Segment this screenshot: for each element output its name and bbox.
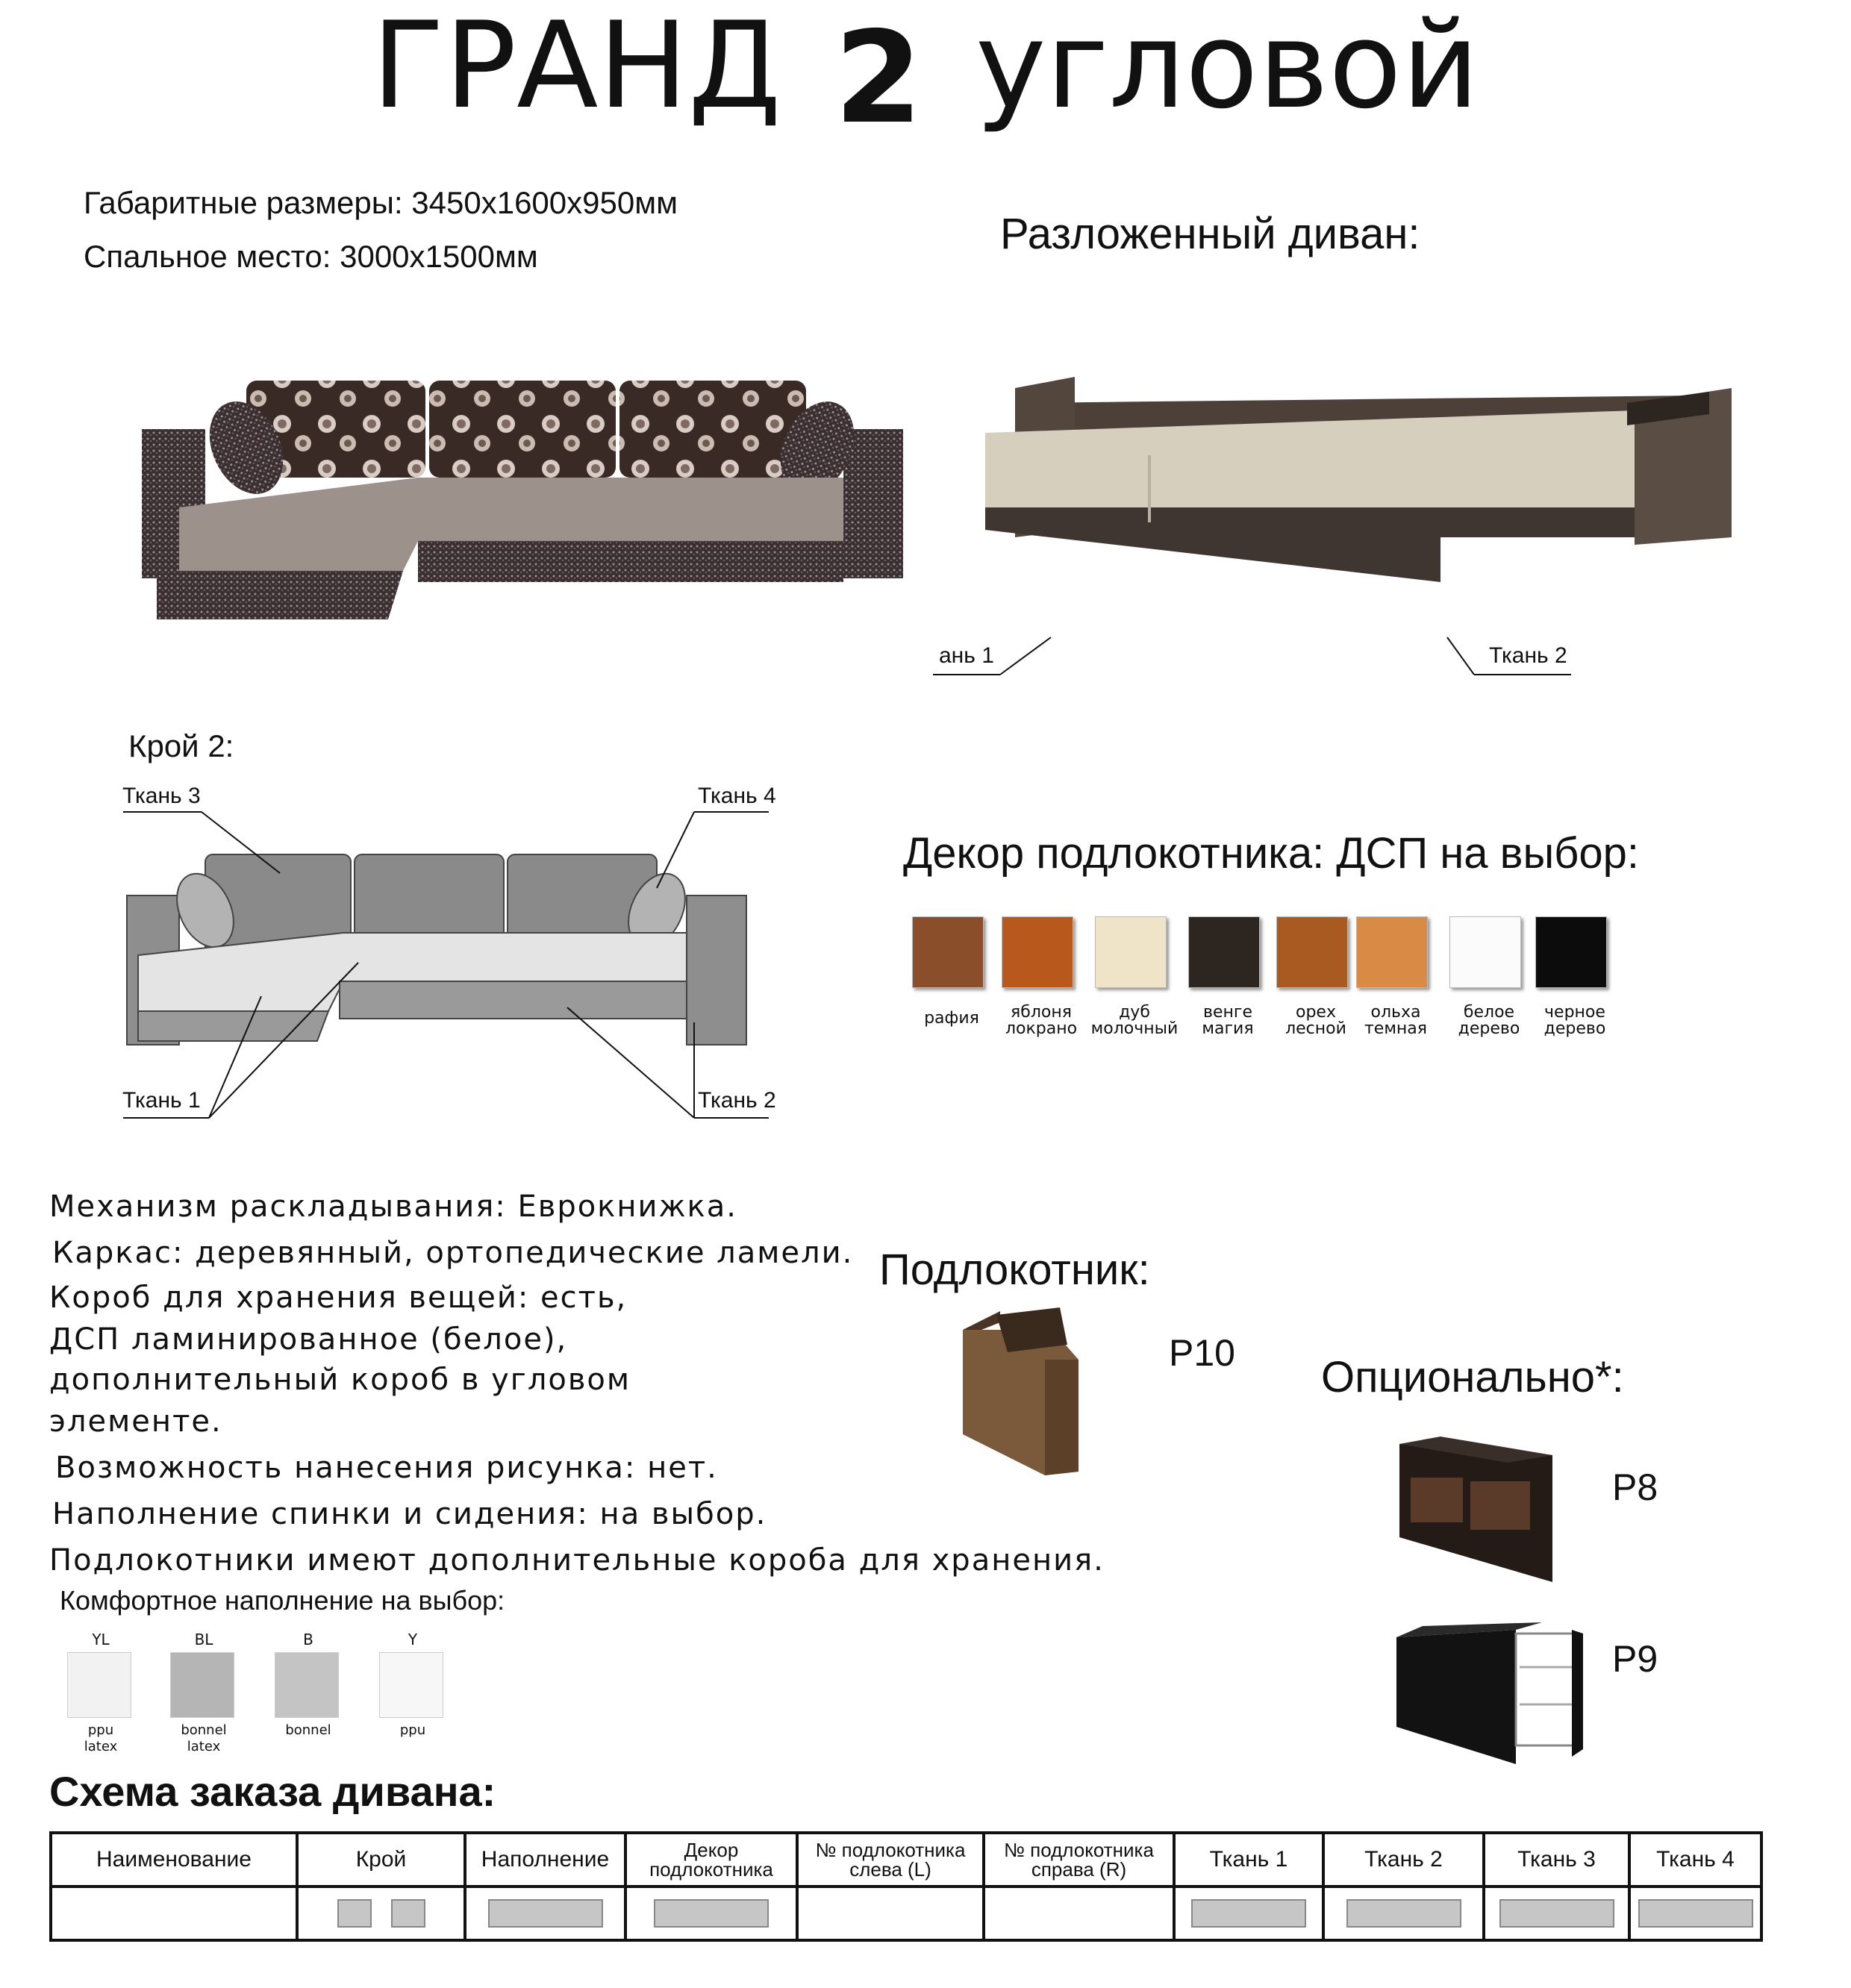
- col-decor-l2: подлокотника: [649, 1858, 773, 1881]
- spec-storage-2: ДСП ламинированное (белое),: [49, 1322, 568, 1357]
- comfort-label-line2: latex: [187, 1739, 221, 1754]
- col-armrest-right: [984, 1833, 1174, 1887]
- decor-heading: Декор подлокотника: ДСП на выбор:: [903, 829, 1640, 878]
- spec-print: Возможность нанесения рисунка: нет.: [55, 1451, 718, 1485]
- spec-storage-1: Короб для хранения вещей: есть,: [49, 1281, 628, 1315]
- order-heading: Схема заказа дивана:: [49, 1768, 496, 1815]
- dimensions-label: Габаритные размеры:: [84, 185, 403, 220]
- armrest-p10-image: [955, 1307, 1105, 1479]
- col-right-l1: № подлокотника: [1004, 1839, 1154, 1861]
- comfort-swatch: [67, 1652, 131, 1718]
- comfort-label-line1: ppu: [399, 1722, 426, 1738]
- decor-label-line2: темная: [1364, 1019, 1428, 1038]
- decor-option[interactable]: [1440, 916, 1538, 1037]
- fabric4-input[interactable]: [1638, 1899, 1753, 1928]
- comfort-label-line1: bonnel: [285, 1722, 331, 1738]
- optional-heading: Опционально*:: [1321, 1353, 1624, 1401]
- decor-label: [1526, 1004, 1623, 1037]
- decor-option[interactable]: [903, 916, 1000, 1027]
- armrest-code: P10: [1169, 1332, 1235, 1374]
- optional-p8-image: [1396, 1433, 1560, 1590]
- comfort-options: [67, 1631, 485, 1758]
- title-part2: угловой: [975, 0, 1479, 135]
- unfolded-fabric-left-leader: [933, 634, 1060, 679]
- decor-swatch: [1449, 916, 1521, 988]
- title-number: 2: [834, 4, 923, 152]
- cut-fabric3-label: Ткань 3: [122, 784, 201, 808]
- col-right-l2: справа (R): [1031, 1858, 1127, 1881]
- optional-p8-label: P8: [1612, 1466, 1658, 1508]
- comfort-option[interactable]: [379, 1631, 446, 1739]
- dimensions-line: [84, 185, 678, 221]
- decor-label: [993, 1004, 1090, 1037]
- comfort-option[interactable]: [67, 1631, 134, 1755]
- spec-storage-4: элементе.: [49, 1404, 222, 1439]
- comfort-label-line1: bonnel: [181, 1722, 227, 1738]
- unfolded-fabric-right: Ткань 2: [1489, 643, 1567, 668]
- decor-swatches: [903, 916, 1649, 1066]
- decor-label: [903, 1010, 1000, 1027]
- dimensions-value: 3450x1600x950мм: [411, 185, 678, 220]
- cut-fabric2-label: Ткань 2: [698, 1088, 776, 1113]
- decor-label-line2: дерево: [1543, 1019, 1606, 1038]
- order-header-row: [51, 1833, 1761, 1887]
- decor-label-line2: лесной: [1285, 1019, 1346, 1038]
- comfort-swatch: [275, 1652, 339, 1718]
- decor-label-line2: магия: [1202, 1019, 1254, 1038]
- order-decor-cell: [625, 1887, 797, 1940]
- order-right-cell[interactable]: [984, 1887, 1174, 1940]
- decor-label-line1: орех: [1296, 1003, 1336, 1022]
- sleeping-label: Спальное место:: [84, 239, 331, 274]
- decor-label: [1179, 1004, 1276, 1037]
- decor-swatch: [1535, 916, 1607, 988]
- decor-label-line2: молочный: [1090, 1019, 1179, 1038]
- order-name-cell[interactable]: [51, 1887, 297, 1940]
- unfolded-fabric-left: ань 1: [939, 643, 994, 668]
- order-fabric3-cell: [1484, 1887, 1629, 1940]
- col-armrest-left: [797, 1833, 984, 1887]
- decor-option[interactable]: [1179, 916, 1276, 1037]
- cut-input-a[interactable]: [337, 1899, 372, 1928]
- decor-label-line2: дерево: [1458, 1019, 1520, 1038]
- order-fabric4-cell: [1629, 1887, 1761, 1940]
- decor-swatch: [1095, 916, 1167, 988]
- col-decor-l1: Декор: [684, 1839, 739, 1861]
- decor-input[interactable]: [654, 1899, 769, 1928]
- decor-option[interactable]: [993, 916, 1090, 1037]
- cut-input-b[interactable]: [391, 1899, 425, 1928]
- order-filling-cell: [465, 1887, 625, 1940]
- order-left-cell[interactable]: [797, 1887, 984, 1940]
- spec-armrest-boxes: Подлокотники имеют дополнительные короба для хранения.: [49, 1543, 1105, 1578]
- decor-label-line1: яблоня: [1011, 1003, 1072, 1022]
- unfolded-fabric-right-leader: [1444, 634, 1579, 679]
- order-cut-cell: [297, 1887, 465, 1940]
- comfort-option[interactable]: [170, 1631, 237, 1755]
- decor-swatch: [1356, 916, 1428, 988]
- decor-swatch: [1188, 916, 1260, 988]
- decor-label-line1: венге: [1203, 1003, 1252, 1022]
- comfort-label-line2: latex: [84, 1739, 118, 1754]
- comfort-swatch: [379, 1652, 443, 1718]
- comfort-code: Y: [408, 1631, 418, 1648]
- sleeping-line: [84, 239, 538, 275]
- decor-option[interactable]: [1086, 916, 1183, 1037]
- page-title: [0, 0, 1851, 152]
- cut-diagram: [112, 776, 806, 1134]
- decor-label-line1: ольха: [1370, 1003, 1421, 1022]
- order-table: [49, 1831, 1763, 1942]
- armrest-heading: Подлокотник:: [879, 1245, 1150, 1294]
- col-left-l1: № подлокотника: [815, 1839, 966, 1861]
- fabric2-input[interactable]: [1346, 1899, 1461, 1928]
- order-fabric2-cell: [1323, 1887, 1484, 1940]
- decor-label: [1347, 1004, 1444, 1037]
- decor-label-line1: черное: [1544, 1003, 1605, 1022]
- col-decor: [625, 1833, 797, 1887]
- optional-p9-image: [1393, 1615, 1587, 1772]
- spec-mechanism: Механизм раскладывания: Еврокнижка.: [49, 1190, 737, 1224]
- decor-label-line1: белое: [1463, 1003, 1515, 1022]
- sofa-photo: [134, 366, 911, 634]
- col-cut: Крой: [297, 1833, 465, 1887]
- decor-label-line1: рафия: [924, 1009, 979, 1028]
- decor-option[interactable]: [1526, 916, 1623, 1037]
- sleeping-value: 3000x1500мм: [340, 239, 538, 274]
- unfolded-heading: Разложенный диван:: [1000, 210, 1420, 258]
- decor-swatch: [912, 916, 984, 988]
- col-fabric4: Ткань 4: [1629, 1833, 1761, 1887]
- order-input-row: [51, 1887, 1761, 1940]
- title-part1: ГРАНД: [372, 0, 781, 135]
- order-fabric1-cell: [1174, 1887, 1323, 1940]
- comfort-label-line1: ppu: [87, 1722, 114, 1738]
- cut-fabric1-label: Ткань 1: [122, 1088, 201, 1113]
- optional-p9-label: P9: [1612, 1638, 1658, 1680]
- spec-storage-3: дополнительный короб в угловом: [49, 1363, 631, 1397]
- comfort-code: B: [303, 1631, 313, 1648]
- decor-label-line1: дуб: [1119, 1003, 1150, 1022]
- col-left-l2: слева (L): [849, 1858, 931, 1881]
- comfort-heading: Комфортное наполнение на выбор:: [60, 1585, 505, 1616]
- cut-fabric4-label: Ткань 4: [698, 784, 776, 808]
- decor-swatch: [1276, 916, 1348, 988]
- cut-heading: Крой 2:: [128, 728, 234, 763]
- filling-input[interactable]: [488, 1899, 603, 1928]
- decor-swatch: [1002, 916, 1073, 988]
- spec-filling: Наполнение спинки и сидения: на выбор.: [52, 1497, 767, 1531]
- col-name: Наименование: [51, 1833, 297, 1887]
- decor-label: [1086, 1004, 1183, 1037]
- comfort-code: YL: [92, 1631, 110, 1648]
- comfort-code: BL: [194, 1631, 213, 1648]
- col-filling: Наполнение: [465, 1833, 625, 1887]
- fabric3-input[interactable]: [1499, 1899, 1614, 1928]
- decor-label: [1440, 1004, 1538, 1037]
- col-fabric3: Ткань 3: [1484, 1833, 1629, 1887]
- decor-label-line2: локрано: [1005, 1019, 1078, 1038]
- col-fabric1: Ткань 1: [1174, 1833, 1323, 1887]
- decor-option[interactable]: [1347, 916, 1444, 1037]
- spec-frame: Каркас: деревянный, ортопедические ламели.: [52, 1236, 854, 1270]
- unfolded-sofa-photo: [978, 358, 1739, 604]
- comfort-option[interactable]: [275, 1631, 342, 1739]
- comfort-swatch: [170, 1652, 234, 1718]
- fabric1-input[interactable]: [1191, 1899, 1306, 1928]
- col-fabric2: Ткань 2: [1323, 1833, 1484, 1887]
